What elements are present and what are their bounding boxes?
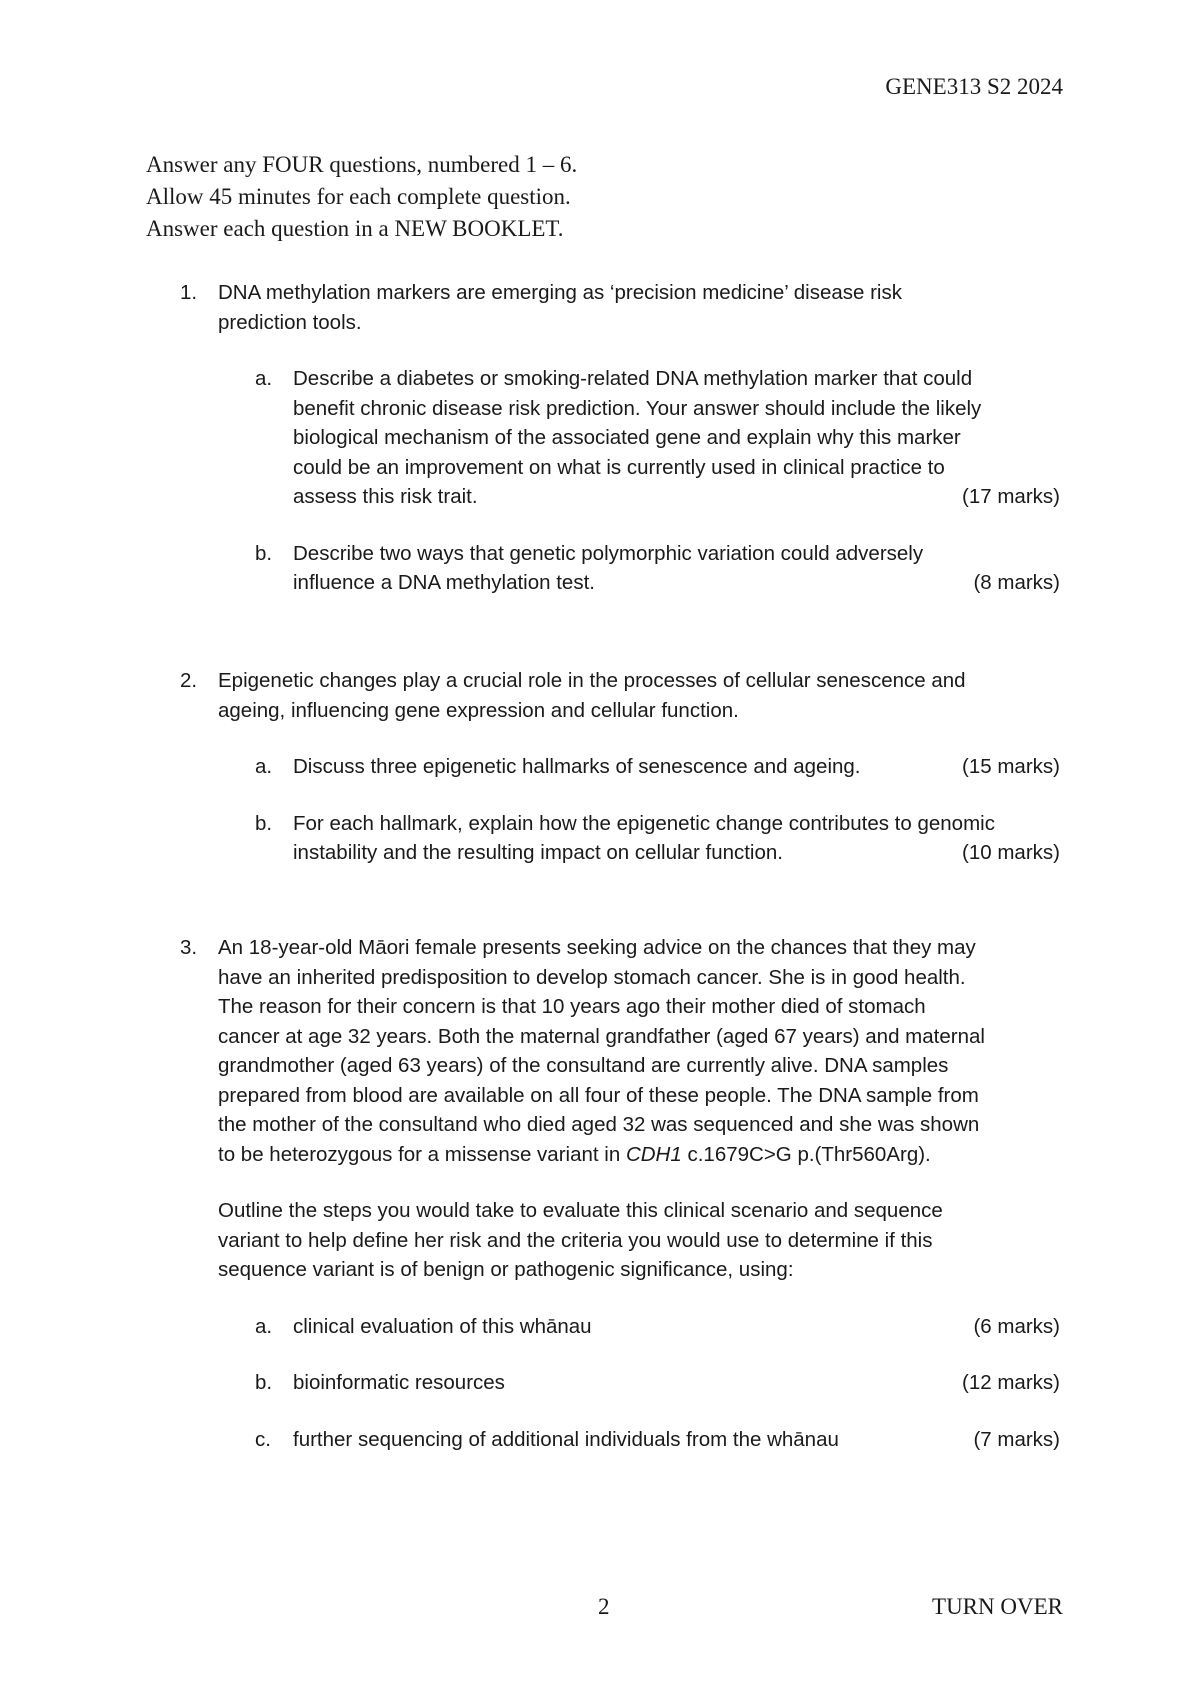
question-number: 2. bbox=[180, 669, 198, 692]
text-line: benefit chronic disease risk prediction. Your answer should include the likely bbox=[293, 396, 982, 420]
text-line: An 18-year-old Māori female presents seeking advice on the chances that they may bbox=[218, 936, 976, 959]
sub-question-letter: c. bbox=[255, 1427, 271, 1451]
text-line: to be heterozygous for a missense variant in bbox=[218, 1142, 626, 1166]
text-line: cancer at age 32 years. Both the maternal grandfather (aged 67 years) and maternal bbox=[218, 1024, 985, 1048]
text-line: Describe two ways that genetic polymorphic variation could adversely bbox=[293, 541, 924, 565]
sub-question-1a bbox=[255, 364, 1060, 512]
marks-label: (15 marks) bbox=[962, 755, 1060, 778]
instruction-line: Allow 45 minutes for each complete question. bbox=[146, 184, 571, 209]
gene-name: CDH1 bbox=[625, 1142, 682, 1166]
question-intro bbox=[218, 1196, 1060, 1285]
sub-question-3b bbox=[255, 1368, 1060, 1398]
text-line: have an inherited predisposition to develop stomach cancer. She is in good health. bbox=[218, 965, 966, 989]
text-line: could be an improvement on what is currently used in clinical practice to bbox=[293, 455, 945, 479]
sub-question-letter: b. bbox=[255, 1371, 273, 1394]
question-3 bbox=[180, 933, 1060, 1454]
question-1 bbox=[180, 278, 1060, 598]
text-line: biological mechanism of the associated gene and explain why this marker bbox=[293, 426, 961, 449]
text-line: prepared from blood are available on all four of these people. The DNA sample from bbox=[218, 1083, 979, 1107]
text-line: clinical evaluation of this whānau bbox=[293, 1314, 592, 1338]
question-text bbox=[218, 933, 1060, 1169]
text-line: ageing, influencing gene expression and cellular function. bbox=[218, 698, 739, 722]
instruction-line: Answer any FOUR questions, numbered 1 – 6. bbox=[146, 152, 578, 177]
question-text bbox=[218, 666, 1060, 725]
sub-question-letter: a. bbox=[255, 1314, 273, 1338]
sub-question-letter: b. bbox=[255, 541, 273, 565]
sub-question-letter: a. bbox=[255, 755, 273, 778]
text-line: grandmother (aged 63 years) of the consultand are currently alive. DNA samples bbox=[218, 1054, 949, 1077]
variant-detail: c.1679C>G p.(Thr560Arg). bbox=[681, 1142, 931, 1166]
marks-label: (7 marks) bbox=[973, 1427, 1060, 1451]
turn-over-label: TURN OVER bbox=[932, 1594, 1063, 1619]
instruction-line: Answer each question in a NEW BOOKLET. bbox=[146, 216, 564, 241]
text-line: DNA methylation markers are emerging as ‘precision medicine’ disease risk bbox=[218, 281, 902, 304]
text-line: prediction tools. bbox=[218, 310, 362, 334]
text-line: Outline the steps you would take to evaluate this clinical scenario and sequence bbox=[218, 1199, 943, 1222]
text-line: instability and the resulting impact on cellular function. bbox=[293, 841, 783, 864]
sub-question-1b bbox=[255, 539, 1060, 598]
text-line: variant to help define her risk and the criteria you would use to determine if this bbox=[218, 1228, 933, 1252]
sub-question-letter: a. bbox=[255, 367, 273, 390]
text-line: further sequencing of additional individuals from the whānau bbox=[293, 1427, 839, 1451]
sub-question-3c bbox=[255, 1425, 1060, 1455]
sub-question-2a bbox=[255, 752, 1060, 782]
sub-question-2b bbox=[255, 809, 1060, 868]
course-code: GENE313 S2 2024 bbox=[885, 74, 1063, 99]
marks-label: (17 marks) bbox=[962, 485, 1060, 508]
question-text bbox=[218, 278, 1060, 337]
text-line: Discuss three epigenetic hallmarks of senescence and ageing. bbox=[293, 755, 861, 778]
question-number: 1. bbox=[180, 281, 198, 304]
text-line: assess this risk trait. bbox=[293, 485, 478, 508]
text-line: Describe a diabetes or smoking-related DNA methylation marker that could bbox=[293, 367, 973, 390]
text-line: bioinformatic resources bbox=[293, 1371, 505, 1394]
sub-question-letter: b. bbox=[255, 811, 273, 835]
marks-label: (10 marks) bbox=[962, 841, 1060, 864]
sub-question-3a bbox=[255, 1312, 1060, 1342]
text-line: Epigenetic changes play a crucial role in the processes of cellular senescence and bbox=[218, 669, 966, 692]
page-number: 2 bbox=[598, 1594, 610, 1619]
question-number: 3. bbox=[180, 936, 198, 959]
text-line: The reason for their concern is that 10 years ago their mother died of stomach bbox=[218, 995, 926, 1018]
text-line: sequence variant is of benign or pathogenic significance, using: bbox=[218, 1258, 794, 1281]
marks-label: (8 marks) bbox=[973, 571, 1060, 594]
marks-label: (12 marks) bbox=[962, 1371, 1060, 1394]
question-2 bbox=[180, 666, 1060, 868]
text-line: For each hallmark, explain how the epigenetic change contributes to genomic bbox=[293, 811, 995, 835]
text-line: influence a DNA methylation test. bbox=[293, 571, 595, 594]
marks-label: (6 marks) bbox=[973, 1314, 1060, 1338]
text-line: the mother of the consultand who died aged 32 was sequenced and she was shown bbox=[218, 1113, 980, 1136]
